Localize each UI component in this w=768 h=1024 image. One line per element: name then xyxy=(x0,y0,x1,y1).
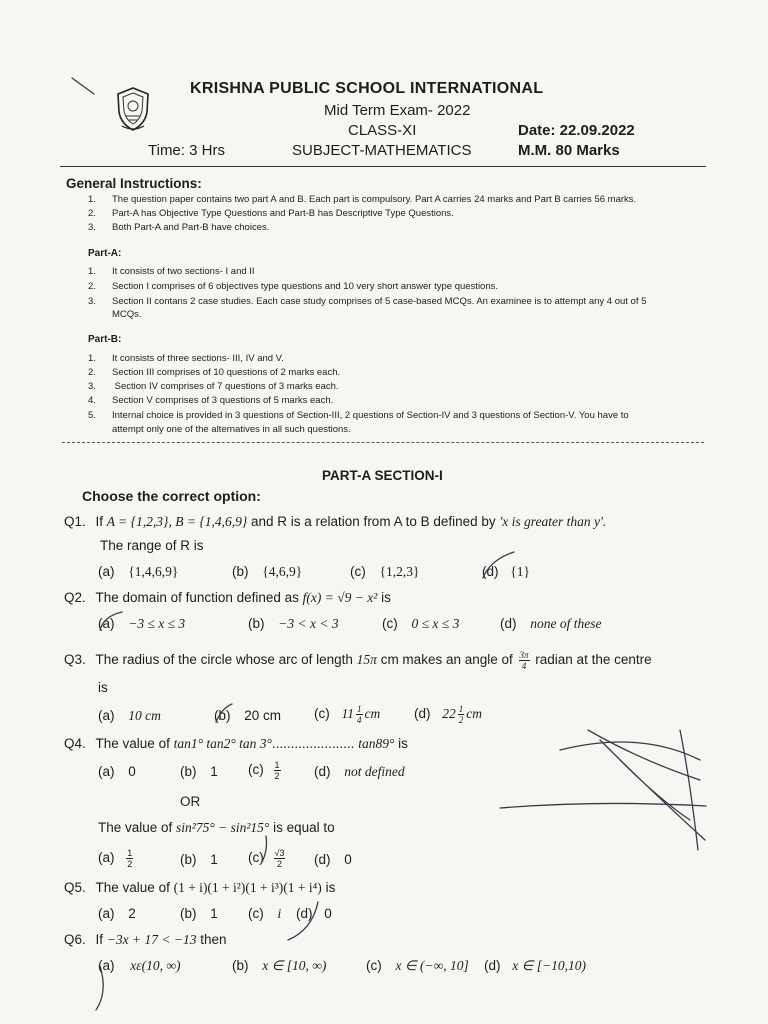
question-4: Q4. The value of tan1° tan2° tan 3°...................... tan89° is xyxy=(64,736,408,751)
q4-option-d: (d) not defined xyxy=(314,764,405,779)
q5-option-d: (d) 0 xyxy=(296,906,332,921)
q3-option-b: (b) 20 cm xyxy=(214,708,282,723)
choose-instruction: Choose the correct option: xyxy=(82,488,261,504)
school-crest-icon xyxy=(114,86,152,132)
question-6: Q6. If −3x + 17 < −13 then xyxy=(64,932,227,947)
q4-alt-option-d: (d) 0 xyxy=(314,852,352,867)
corner-stroke-mark xyxy=(72,78,94,94)
q2-option-b: (b) −3 < x < 3 xyxy=(248,616,339,631)
q4-option-b: (b) 1 xyxy=(180,764,218,779)
q1-option-c: (c) {1,2,3} xyxy=(350,564,420,579)
school-name: KRISHNA PUBLIC SCHOOL INTERNATIONAL xyxy=(190,80,544,97)
q2-option-c: (c) 0 ≤ x ≤ 3 xyxy=(382,616,460,631)
instruction-item: 1. It consists of two sections- I and II xyxy=(88,266,255,277)
instruction-item: 3. Both Part-A and Part-B have choices. xyxy=(88,222,270,233)
q4-option-a: (a) 0 xyxy=(98,764,136,779)
q6-option-a: (a) xε(10, ∞) xyxy=(98,958,181,973)
or-label: OR xyxy=(180,794,201,809)
part-b-heading: Part-B: xyxy=(88,334,122,345)
q6-option-d: (d) x ∈ [−10,10) xyxy=(484,958,587,973)
exam-date: Date: 22.09.2022 xyxy=(518,122,635,139)
instruction-item: 5. Internal choice is provided in 3 questions of Section-III, 2 questions of Section-IV and 3 questions of Section-V. You have to xyxy=(88,410,629,421)
instruction-item: 4. Section V comprises of 3 questions of 5 marks each. xyxy=(88,395,334,406)
class-label: CLASS-XI xyxy=(348,122,417,139)
q4-alt-option-a: (a) $\frac{1}{2}$ xyxy=(98,848,133,869)
question-1-line-2: The range of R is xyxy=(100,538,204,553)
instruction-item: 2. Section III comprises of 10 questions of 2 marks each. xyxy=(88,367,341,378)
q4-alt-option-c: (c) $\frac{√3}{2}$ xyxy=(248,848,285,869)
question-5: Q5. The value of (1 + i)(1 + i²)(1 + i³)(1 + i⁴) is xyxy=(64,880,336,895)
max-marks: M.M. 80 Marks xyxy=(518,142,620,159)
q6-option-b: (b) x ∈ [10, ∞) xyxy=(232,958,327,973)
q5-option-c: (c) i xyxy=(248,906,282,921)
subject-label: SUBJECT-MATHEMATICS xyxy=(292,142,472,159)
instruction-item: attempt only one of the alternatives in all such questions. xyxy=(112,424,351,435)
instruction-item: 2. Section I comprises of 6 objectives type questions and 10 very short answer type questions. xyxy=(88,281,499,292)
question-4-alternative: The value of sin²75° − sin²15° is equal to xyxy=(98,820,335,835)
exam-time: Time: 3 Hrs xyxy=(148,142,225,159)
q3-option-a: (a) 10 cm xyxy=(98,708,161,723)
instruction-item: MCQs. xyxy=(112,309,142,320)
question-3-line-2: is xyxy=(98,680,108,695)
angle-fraction: $\frac{3\pi}{4}$ xyxy=(519,650,529,671)
section-title: PART-A SECTION-I xyxy=(322,468,443,483)
q3-option-d: (d) 22 $\frac{1}{2}$ cm xyxy=(414,704,483,725)
instruction-item: 3. Section II contans 2 case studies. Each case study comprises of 5 case-based MCQs. An examinee is to attempt any 4 out of 5 xyxy=(88,296,647,307)
instructions-title: General Instructions: xyxy=(66,176,202,191)
q2-option-a: (a) −3 ≤ x ≤ 3 xyxy=(98,616,186,631)
instruction-item: 1. It consists of three sections- III, IV and V. xyxy=(88,353,284,364)
q5-option-b: (b) 1 xyxy=(180,906,218,921)
part-a-heading: Part-A: xyxy=(88,248,122,259)
instructions-divider xyxy=(62,442,704,443)
q1-option-d: (d) {1} xyxy=(482,564,530,579)
question-3: Q3. The radius of the circle whose arc of length 15π cm makes an angle of $\frac{3\pi}{4}$ radian at the centre xyxy=(64,650,652,671)
q2-option-d: (d) none of these xyxy=(500,616,602,631)
instruction-item: 2. Part-A has Objective Type Questions and Part-B has Descriptive Type Questions. xyxy=(88,208,454,219)
instruction-item: 1. The question paper contains two part A and B. Each part is compulsory. Part A carries 24 marks and Part B carries 56 marks. xyxy=(88,194,637,205)
question-2: Q2. The domain of function defined as f(x) = √9 − x² is xyxy=(64,590,391,605)
q4-option-c: (c) $\frac{1}{2}$ xyxy=(248,760,280,781)
question-1: Q1. If A = {1,2,3}, B = {1,4,6,9} and R is a relation from A to B defined by 'x is greater than y'. xyxy=(64,514,607,529)
q4-alt-option-b: (b) 1 xyxy=(180,852,218,867)
exam-title: Mid Term Exam- 2022 xyxy=(324,102,471,119)
q1-option-b: (b) {4,6,9} xyxy=(232,564,303,579)
q3-option-c: (c) 11 $\frac{1}{4}$ cm xyxy=(314,704,381,725)
q1-option-a: (a) {1,4,6,9} xyxy=(98,564,179,579)
header-divider xyxy=(60,166,706,167)
scribble-mark xyxy=(500,730,706,850)
q5-option-a: (a) 2 xyxy=(98,906,136,921)
q6-option-c: (c) x ∈ (−∞, 10] xyxy=(366,958,469,973)
instruction-item: 3. Section IV comprises of 7 questions of 3 marks each. xyxy=(88,381,339,392)
